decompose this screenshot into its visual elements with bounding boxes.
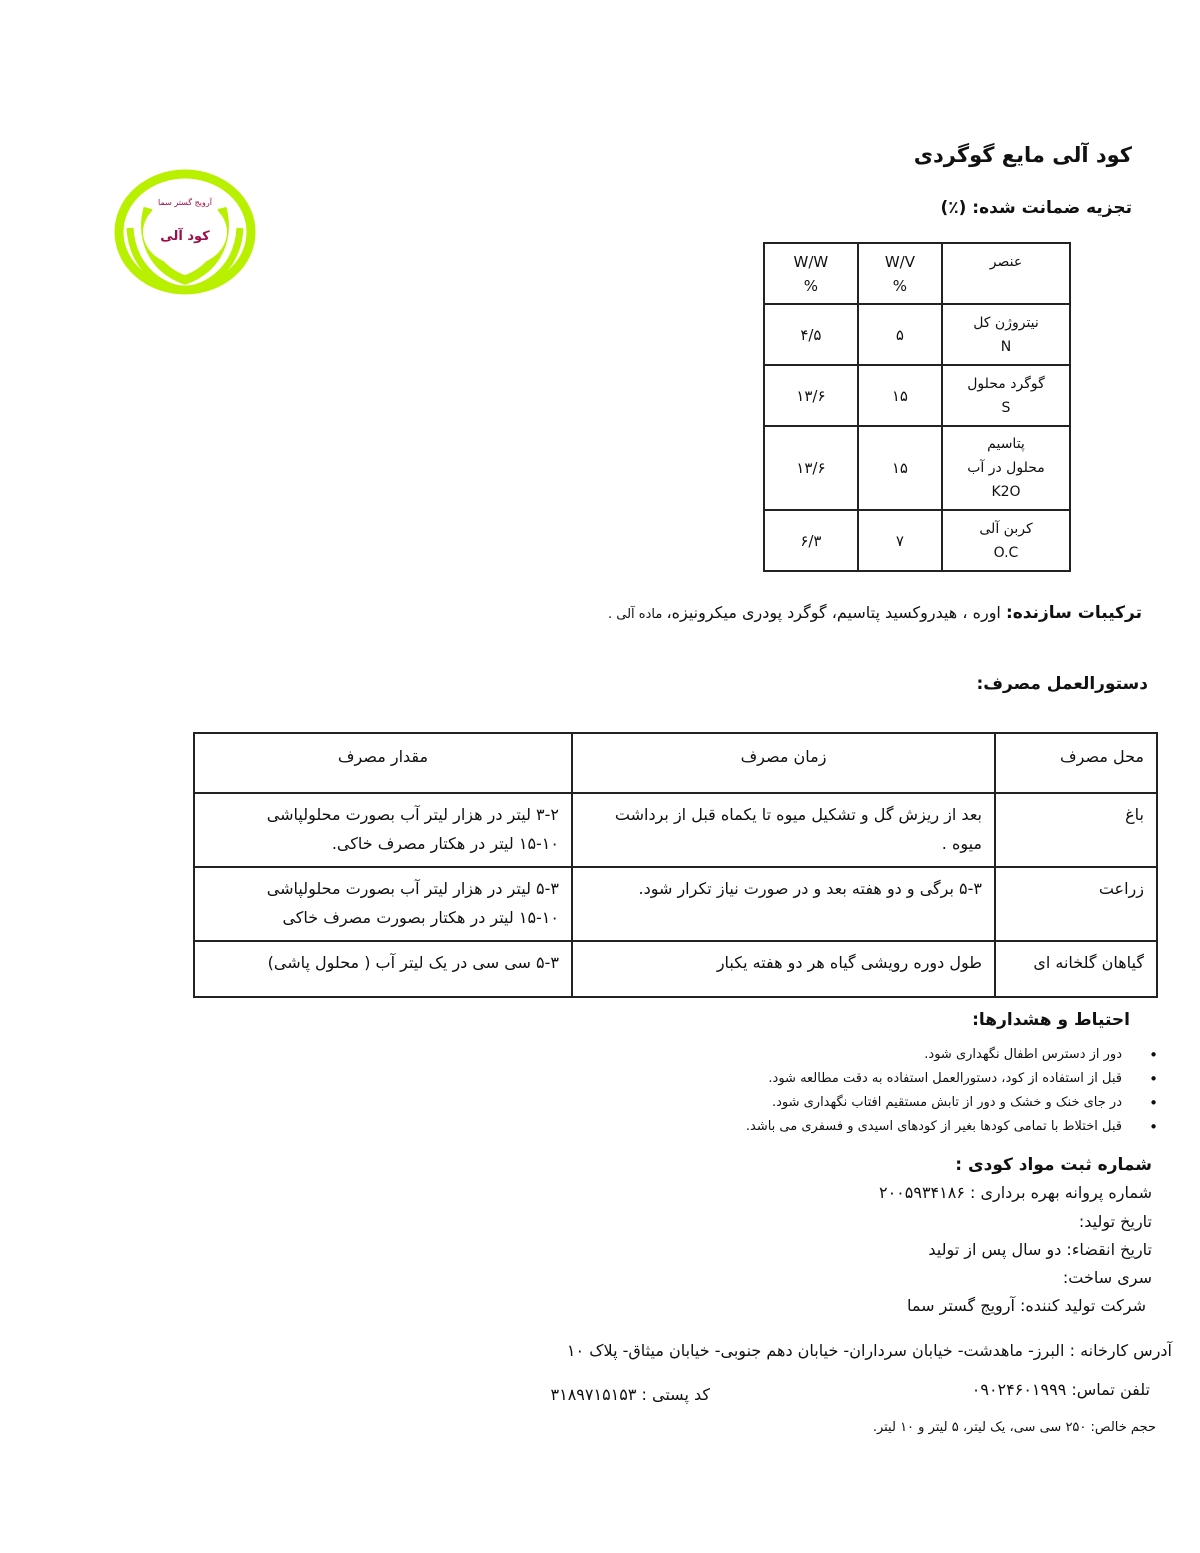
ww-value: ۶/۳ [764,510,858,571]
company-logo [110,168,260,298]
wv-header-label: W/V [884,252,915,271]
element-name: پتاسیم [987,436,1025,452]
amount-header: مقدار مصرف [194,733,572,793]
warning-item: • قبل از استفاده از کود، دستورالعمل استفاده به دقت مطالعه شود. [746,1067,1158,1091]
ww-header [764,243,858,304]
composition-label: ترکیبات سازنده: [1005,603,1142,623]
analysis-row-potassium [764,426,1070,510]
analysis-row-organic-carbon [764,510,1070,571]
postal-code: کد پستی : ۳۱۸۹۷۱۵۱۵۳ [550,1385,710,1404]
usage-heading: دستورالعمل مصرف: [976,674,1148,694]
usage-row-farming [194,867,1157,941]
analysis-header-row [764,243,1070,304]
element-name-2: محلول در آب [967,460,1045,476]
time-cell: ۵-۳ برگی و دو هفته بعد و در صورت نیاز تکرار شود. [572,867,995,941]
batch-number: سری ساخت: [1062,1268,1152,1287]
wv-value: ۷ [858,510,942,571]
production-date: تاریخ تولید: [1078,1212,1152,1231]
amount-line: ۱۵-۱۰ لیتر در هکتار بصورت مصرف خاکی [282,908,559,927]
composition-text-small: ماده آلی . [608,607,667,622]
place-header: محل مصرف [995,733,1157,793]
wv-header-unit: % [892,276,908,295]
contact-phone: تلفن تماس: ۰۹۰۲۴۶۰۱۹۹۹ [971,1380,1150,1399]
warning-item: • در جای خنک و خشک و دور از تابش مستقیم افتاب نگهداری شود. [746,1091,1158,1115]
ww-value: ۱۳/۶ [764,426,858,510]
element-cell [942,304,1070,365]
element-symbol: O.C [993,544,1019,561]
element-symbol: S [1001,399,1011,416]
amount-cell [194,867,572,941]
usage-row-greenhouse [194,941,1157,997]
element-name: گوگرد محلول [967,375,1045,392]
amount-line: ۵-۳ لیتر در هزار لیتر آب بصورت محلولپاشی [266,879,559,898]
place-cell: باغ [995,793,1157,867]
wv-value: ۵ [858,304,942,365]
warnings-heading: احتیاط و هشدارها: [972,1010,1130,1030]
element-header: عنصر [942,243,1070,304]
place-cell: گیاهان گلخانه ای [995,941,1157,997]
amount-line: ۳-۲ لیتر در هزار لیتر آب بصورت محلولپاشی [266,805,559,824]
amount-line: ۵-۳ سی سی در یک لیتر آب ( محلول پاشی) [267,953,559,972]
amount-cell [194,941,572,997]
usage-row-orchard [194,793,1157,867]
time-cell: بعد از ریزش گل و تشکیل میوه تا یکماه قبل از برداشت میوه . [572,793,995,867]
license-number: شماره پروانه بهره برداری : ۲۰۰۵۹۳۴۱۸۶ [878,1183,1152,1202]
element-cell [942,426,1070,510]
wv-header [858,243,942,304]
wv-value: ۱۵ [858,365,942,426]
warning-item: • قبل اختلاط با تمامی کودها بغیر از کودهای اسیدی و فسفری می باشد. [746,1115,1158,1139]
element-name: کربن آلی [979,520,1033,537]
ww-value: ۱۳/۶ [764,365,858,426]
wv-value: ۱۵ [858,426,942,510]
logo-center-text: کود آلی [160,229,210,244]
factory-address: آدرس کارخانه : البرز- ماهدشت- خیابان سرداران- خیابان دهم جنوبی- خیابان میثاق- پلاک ۱۰ [566,1341,1172,1360]
amount-line: ۱۵-۱۰ لیتر در هکتار مصرف خاکی. [331,834,559,853]
element-cell [942,365,1070,426]
warning-item: • دور از دسترس اطفال نگهداری شود. [746,1043,1158,1067]
element-cell [942,510,1070,571]
document-title: کود آلی مایع گوگردی [913,143,1132,167]
logo-top-text: آرویج گستر سما [158,198,212,207]
place-cell: زراعت [995,867,1157,941]
analysis-row-sulfur [764,365,1070,426]
composition-text: اوره ، هیدروکسید پتاسیم، گوگرد پودری میکرونیزه، [666,603,1006,622]
element-symbol: N [1000,338,1012,355]
net-volume: حجم خالص: ۲۵۰ سی سی، یک لیتر، ۵ لیتر و ۱۰ لیتر. [872,1420,1156,1435]
amount-cell [194,793,572,867]
usage-table [193,732,1158,998]
ww-header-label: W/W [793,252,829,271]
analysis-heading: تجزیه ضمانت شده: (٪) [940,198,1132,218]
usage-header-row [194,733,1157,793]
ww-header-unit: % [803,276,819,295]
producer-company: شرکت تولید کننده: آرویج گستر سما [906,1296,1146,1315]
analysis-row-nitrogen [764,304,1070,365]
warnings-list [746,1043,1158,1139]
analysis-table [763,242,1071,572]
time-cell: طول دوره رویشی گیاه هر دو هفته یکبار [572,941,995,997]
ww-value: ۴/۵ [764,304,858,365]
time-header: زمان مصرف [572,733,995,793]
registration-heading: شماره ثبت مواد کودی : [955,1155,1152,1175]
element-symbol: K2O [991,484,1021,500]
element-name: نیتروژن کل [973,314,1039,331]
expiry-date: تاریخ انقضاء: دو سال پس از تولید [928,1240,1152,1259]
composition-line [608,603,1142,623]
